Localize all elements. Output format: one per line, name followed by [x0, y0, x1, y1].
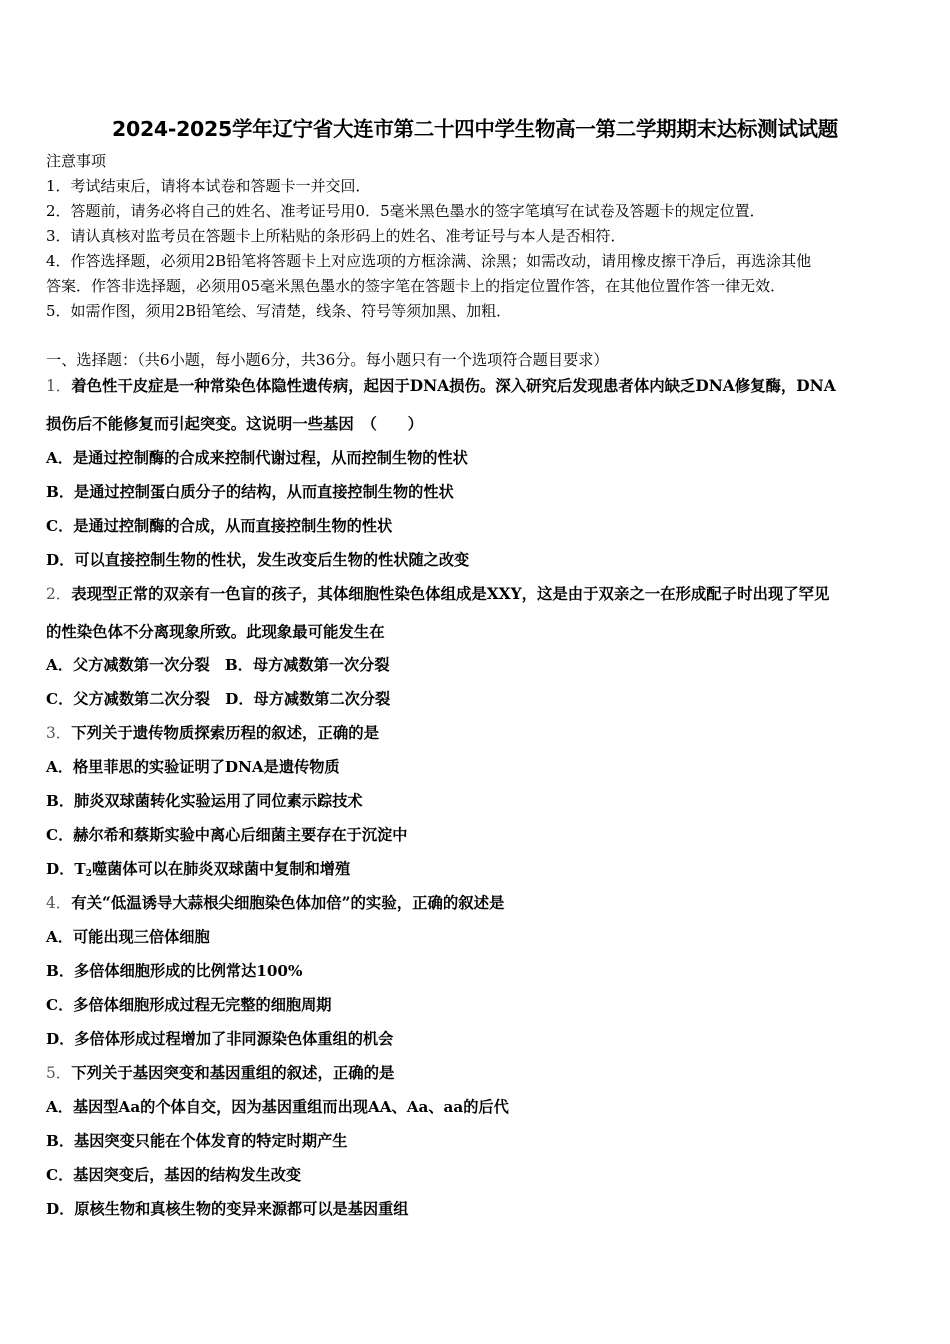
question-5-option-c: C．基因突变后，基因的结构发生改变 — [46, 1166, 302, 1184]
question-number: 3． — [46, 724, 72, 742]
option-d-text: 噬菌体可以在肺炎双球菌中复制和增殖 — [91, 860, 351, 878]
question-1-stem — [46, 376, 836, 396]
question-4-option-d: D．多倍体形成过程增加了非同源染色体重组的机会 — [46, 1030, 394, 1048]
question-1-option-a: A．是通过控制酶的合成来控制代谢过程，从而控制生物的性状 — [46, 449, 468, 467]
question-number: 2． — [46, 585, 72, 603]
question-1-stem-cont: 损伤后不能修复而引起突变。这说明一些基因 （ ） — [46, 415, 424, 433]
subscript: 2 — [85, 869, 92, 879]
section-heading: 一、选择题：（共6小题，每小题6分，共36分。每小题只有一个选项符合题目要求） — [46, 351, 609, 369]
question-text: 表现型正常的双亲有一色盲的孩子，其体细胞性染色体组成是XXY，这是由于双亲之一在形成配子时出现了罕见 — [71, 585, 830, 603]
notes-item: 5．如需作图，须用2B铅笔绘、写清楚，线条、符号等须加黑、加粗． — [46, 302, 512, 320]
question-5-option-b: B．基因突变只能在个体发育的特定时期产生 — [46, 1132, 348, 1150]
document-title: 2024-2025学年辽宁省大连市第二十四中学生物高一第二学期期末达标测试试题 — [112, 117, 838, 141]
notes-item: 3．请认真核对监考员在答题卡上所粘贴的条形码上的姓名、准考证号与本人是否相符． — [46, 227, 626, 245]
question-4-stem — [46, 893, 504, 913]
question-text: 着色性干皮症是一种常染色体隐性遗传病，起因于DNA损伤。深入研究后发现患者体内缺乏DNA修复酶，DNA — [71, 377, 836, 395]
question-number: 1． — [46, 377, 72, 395]
notes-item: 2．答题前，请务必将自己的姓名、准考证号用0．5毫米黑色墨水的签字笔填写在试卷及答题卡的规定位置． — [46, 202, 765, 220]
question-1-option-d: D．可以直接控制生物的性状，发生改变后生物的性状随之改变 — [46, 551, 470, 569]
question-5-stem — [46, 1063, 394, 1083]
question-3-option-d — [46, 859, 350, 884]
question-2-options-ab: A．父方减数第一次分裂 B．母方减数第一次分裂 — [46, 656, 390, 674]
notes-item: 答案．作答非选择题，必须用05毫米黑色墨水的签字笔在答题卡上的指定位置作答，在其他位置作答一律无效． — [46, 277, 786, 295]
notes-item: 1．考试结束后，请将本试卷和答题卡一并交回． — [46, 177, 371, 195]
question-3-option-a: A．格里菲思的实验证明了DNA是遗传物质 — [46, 758, 340, 776]
question-text: 下列关于遗传物质探索历程的叙述，正确的是 — [71, 724, 380, 742]
notes-item: 4．作答选择题，必须用2B铅笔将答题卡上对应选项的方框涂满、涂黑；如需改动，请用橡皮擦干净后，再选涂其他 — [46, 252, 812, 270]
question-4-option-a: A．可能出现三倍体细胞 — [46, 928, 210, 946]
question-2-stem — [46, 584, 829, 604]
question-number: 5． — [46, 1064, 72, 1082]
question-number: 4． — [46, 894, 72, 912]
question-text: 下列关于基因突变和基因重组的叙述，正确的是 — [71, 1064, 395, 1082]
question-3-stem — [46, 723, 379, 743]
question-text: 有关“低温诱导大蒜根尖细胞染色体加倍”的实验，正确的叙述是 — [71, 894, 505, 912]
question-5-option-d: D．原核生物和真核生物的变异来源都可以是基因重组 — [46, 1200, 409, 1218]
question-1-option-c: C．是通过控制酶的合成，从而直接控制生物的性状 — [46, 517, 393, 535]
option-d-prefix: D．T — [46, 860, 86, 878]
question-5-option-a: A．基因型Aa的个体自交，因为基因重组而出现AA、Aa、aa的后代 — [46, 1098, 509, 1116]
question-4-option-b: B．多倍体细胞形成的比例常达100% — [46, 962, 303, 980]
question-2-stem-cont: 的性染色体不分离现象所致。此现象最可能发生在 — [46, 623, 385, 641]
question-3-option-c: C．赫尔希和蔡斯实验中离心后细菌主要存在于沉淀中 — [46, 826, 408, 844]
question-1-option-b: B．是通过控制蛋白质分子的结构，从而直接控制生物的性状 — [46, 483, 454, 501]
question-3-option-b: B．肺炎双球菌转化实验运用了同位素示踪技术 — [46, 792, 363, 810]
notes-heading: 注意事项 — [46, 152, 107, 170]
question-4-option-c: C．多倍体细胞形成过程无完整的细胞周期 — [46, 996, 332, 1014]
question-2-options-cd: C．父方减数第二次分裂 D．母方减数第二次分裂 — [46, 690, 391, 708]
